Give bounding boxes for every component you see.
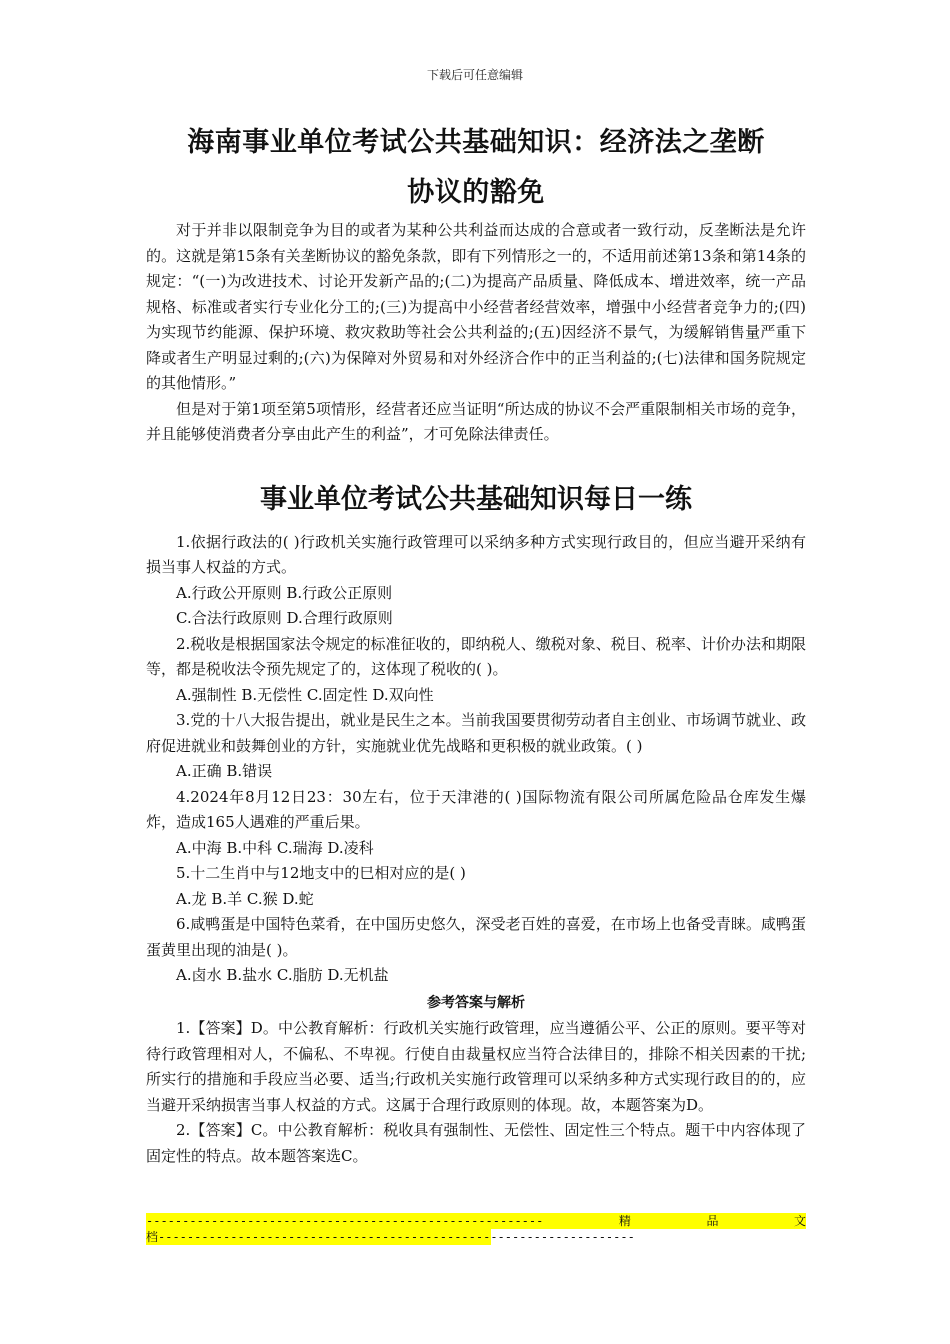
option-line: A.行政公开原则 B.行政公正原则 [176, 583, 393, 602]
content [146, 118, 806, 1169]
article-title-line1: 海南事业单位考试公共基础知识：经济法之垄断 [187, 127, 765, 158]
practice-title: 事业单位考试公共基础知识每日一练 [260, 483, 692, 515]
option-line: A.强制性 B.无偿性 C.固定性 D.双向性 [176, 685, 434, 704]
question-line: 5.十二生肖中与12地支中的巳相对应的是( ) [176, 864, 466, 882]
page-header: 下载后可任意编辑 [426, 68, 523, 82]
answer-paragraph: 1.【答案】D。中公教育解析：行政机关实施行政管理，应当遵循公平、公正的原则。要平等对待行政管理相对人，不偏私、不卑视。行使自由裁量权应当符合法律目的，排除不相关因素的干扰;所实行的措施和手段应当必要、适当;行政机关实施行政管理可以采纳多种方式实现行政目的的，应当避开采纳损害当事人权益的方式。这属于合理行政原则的体现。故，本题答案为D。 [146, 1019, 806, 1114]
footer-char: 精 [618, 1214, 631, 1228]
question-line: 4.2024年8月12日23：30左右，位于天津港的( )国际物流有限公司所属危险品仓库发生爆炸，造成165人遇难的严重后果。 [146, 787, 806, 831]
option-line: C.合法行政原则 D.合理行政原则 [176, 609, 393, 627]
option-line: A.龙 B.羊 C.猴 D.蛇 [176, 889, 314, 908]
article-paragraph: 对于并非以限制竞争为目的或者为某种公共利益而达成的合意或者一致行动，反垄断法是允许的。这就是第15条有关垄断协议的豁免条款，即有下列情形之一的，不适用前述第13条和第14条的规定：“(一)为改进技术、讨论开发新产品的;(二)为提高产品质量、降低成本、增进效率，统一产品规格、标准或者实行专业化分工的;(三)为提高中小经营者经营效率，增强中小经营者竞争力的;(四)为实现节约能源、保护环境、救灾救助等社会公共利益的;(五)因经济不景气，为缓解销售量严重下降或者生产明显过剩的;(六)为保障对外贸易和对外经济合作中的正当利益的;(七)法律和国务院规定的其他情形。” [146, 221, 806, 392]
question-line: 1.依据行政法的( )行政机关实施行政管理可以采纳多种方式实现行政目的，但应当避开采纳有损当事人权益的方式。 [146, 532, 806, 576]
option-line: A.正确 B.错误 [176, 762, 273, 780]
option-line: A.中海 B.中科 C.瑞海 D.凌科 [176, 838, 374, 857]
article-title [146, 118, 806, 218]
option-line: A.卤水 B.盐水 C.脂肪 D.无机盐 [176, 966, 389, 984]
question-line: 3.党的十八大报告提出，就业是民生之本。当前我国要贯彻劳动者自主创业、市场调节就业、政府促进就业和鼓舞创业的方针，实施就业优先战略和更积极的就业政策。( ) [146, 711, 806, 755]
footer-char: 品 [706, 1214, 719, 1228]
question-line: 2.税收是根据国家法令规定的标准征收的，即纳税人、缴税对象、税目、税率、计价办法和期限等，都是税收法令预先规定了的，这体现了税收的( )。 [146, 634, 806, 678]
footer-line1 [146, 1213, 806, 1229]
answers-title: 参考答案与解析 [427, 994, 525, 1011]
footer-dashes: ------------------------------------------------------- [146, 1214, 544, 1228]
footer-char: 文 [793, 1214, 806, 1228]
article-title-line2: 协议的豁免 [407, 177, 545, 208]
question-line: 6.咸鸭蛋是中国特色菜肴，在中国历史悠久，深受老百姓的喜爱，在市场上也备受青睐。咸鸭蛋蛋黄里出现的油是( )。 [146, 915, 806, 959]
answer-paragraph: 2.【答案】C。中公教育解析：税收具有强制性、无偿性、固定性三个特点。题干中内容体现了固定性的特点。故本题答案选C。 [146, 1121, 806, 1165]
footer-banner [146, 1213, 806, 1245]
footer-line2: 档------------------------------------------------------------------ [146, 1230, 635, 1244]
article-paragraph: 但是对于第1项至第5项情形，经营者还应当证明“所达成的协议不会严重限制相关市场的竞争，并且能够使消费者分享由此产生的利益”，才可免除法律责任。 [146, 399, 806, 443]
